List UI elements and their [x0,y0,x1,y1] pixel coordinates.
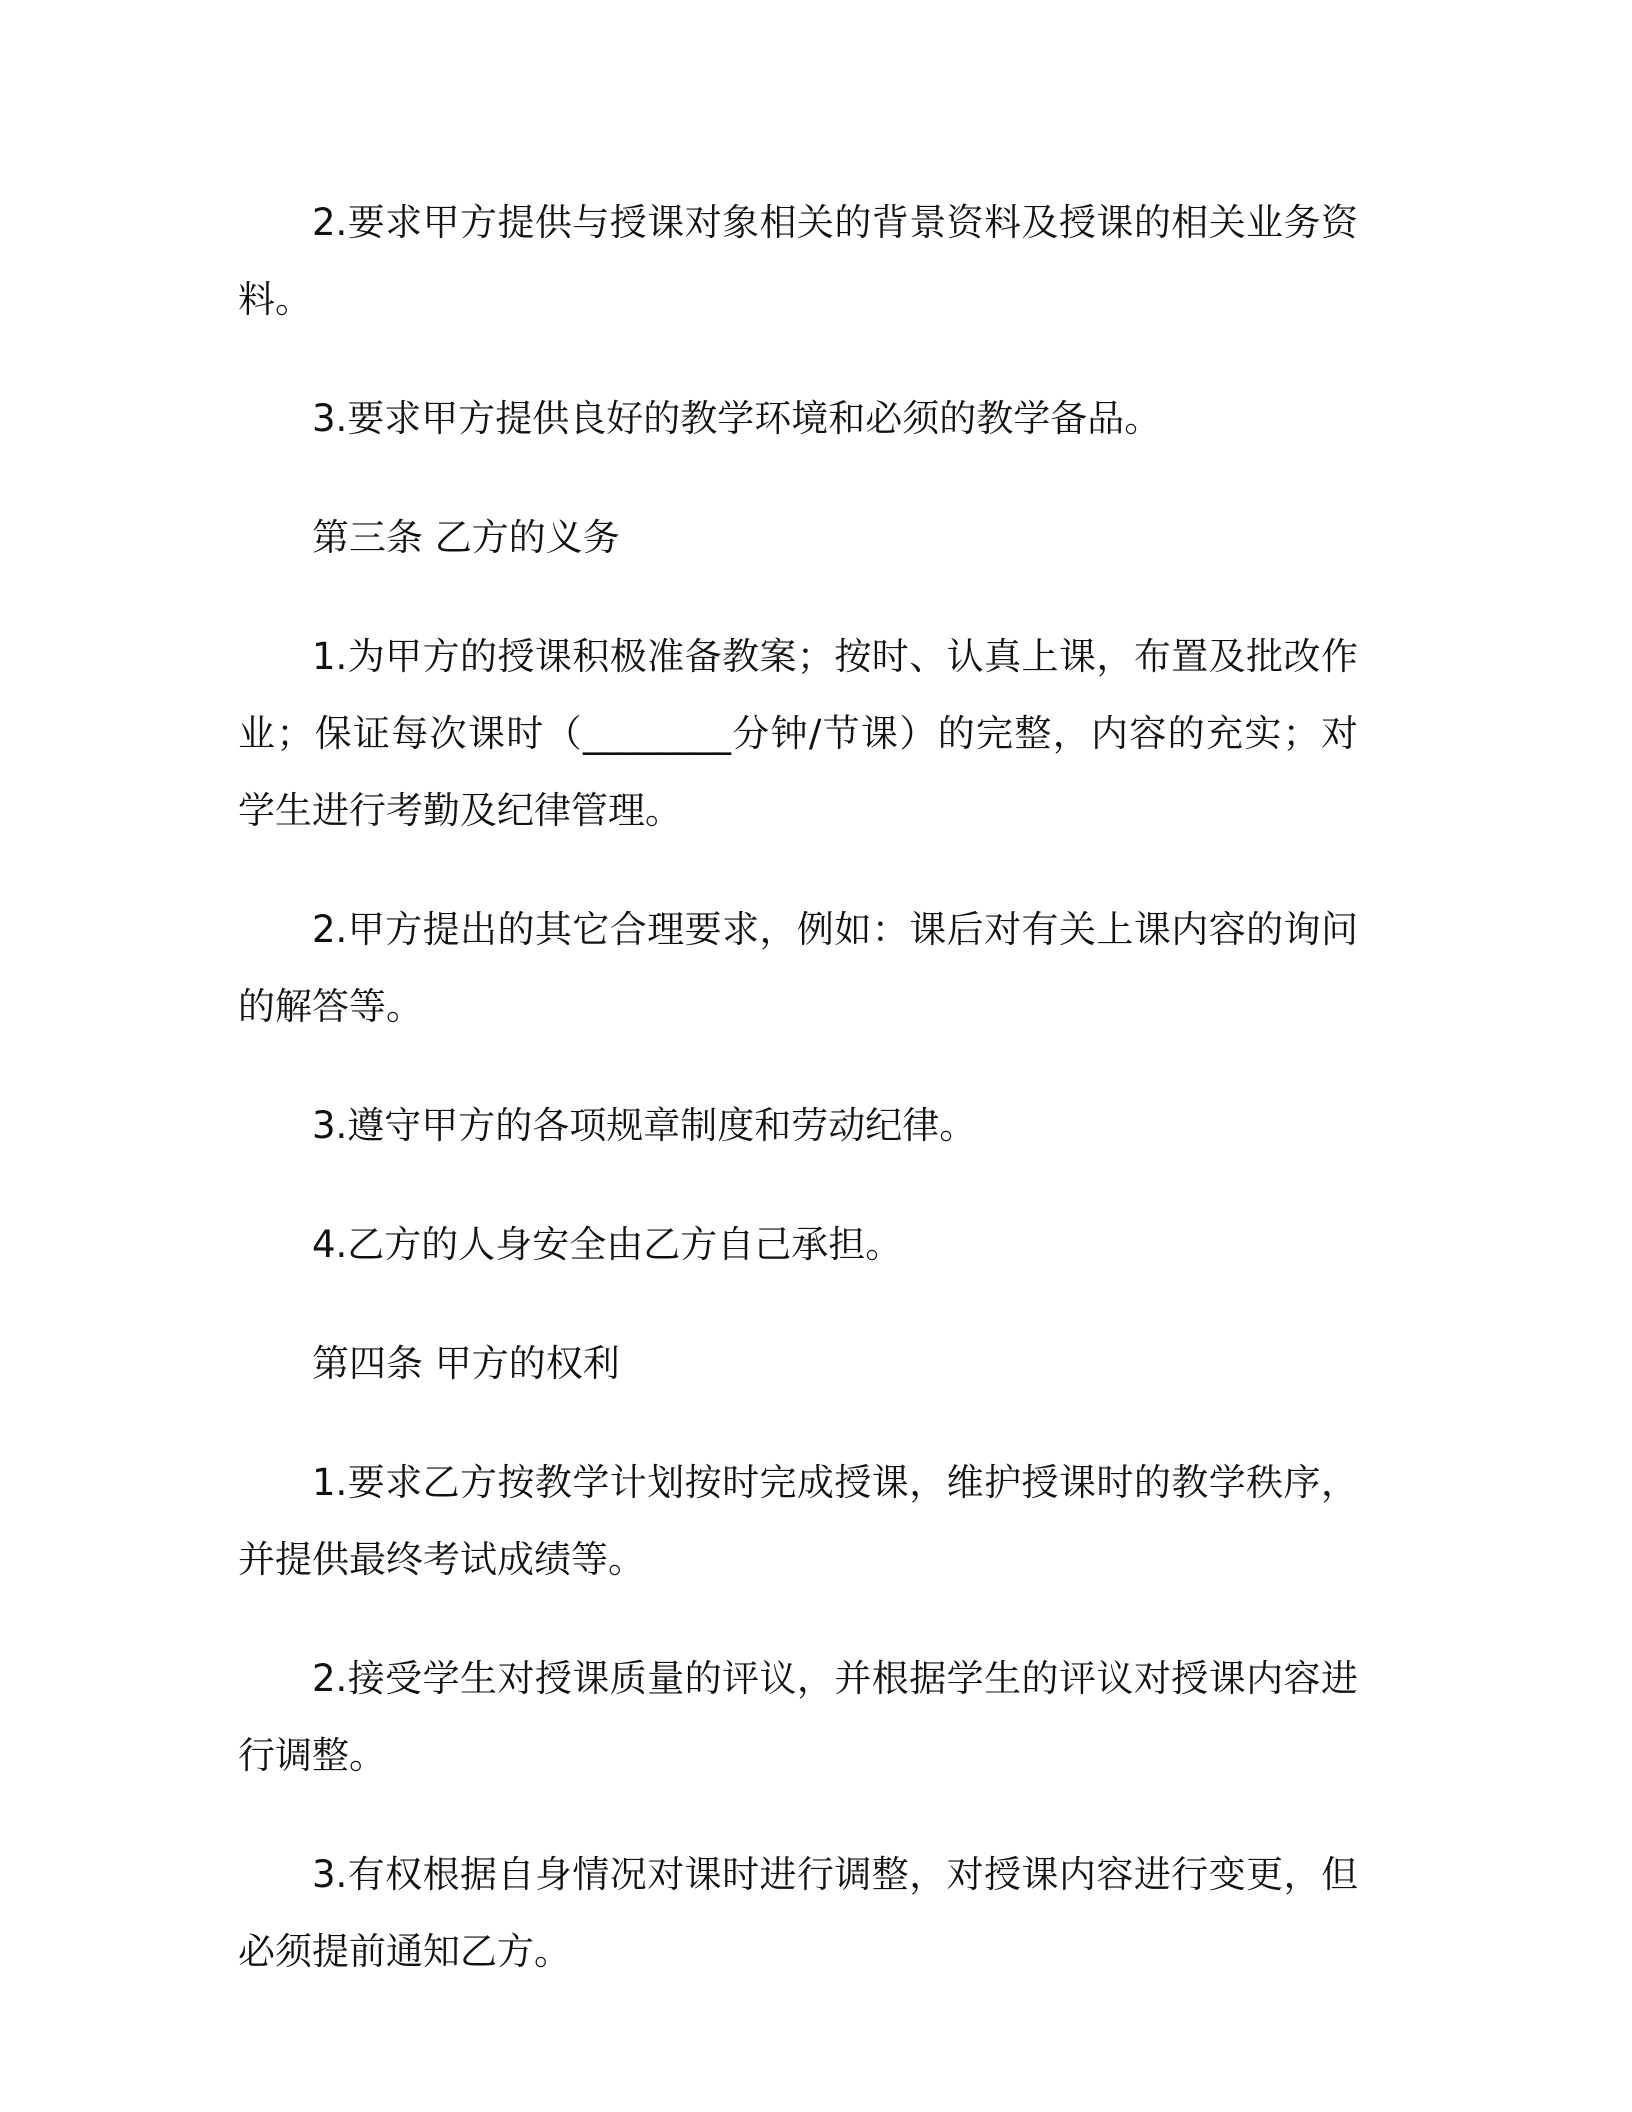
paragraph-obligation-1: 1.为甲方的授课积极准备教案；按时、认真上课，布置及批改作业；保证每次课时（________分钟/节课）的完整，内容的充实；对学生进行考勤及纪律管理。 [238,635,1358,832]
paragraph-obligation-4: 4.乙方的人身安全由乙方自己承担。 [312,1223,903,1266]
paragraph-right-2: 2.接受学生对授课质量的评议，并根据学生的评议对授课内容进行调整。 [238,1657,1358,1777]
paragraph-obligation-3: 3.遵守甲方的各项规章制度和劳动纪律。 [312,1104,977,1147]
paragraph-party-a-environment: 3.要求甲方提供良好的教学环境和必须的教学备品。 [312,397,1162,440]
paragraph-right-1: 1.要求乙方按教学计划按时完成授课，维护授课时的教学秩序，并提供最终考试成绩等。 [238,1461,1358,1581]
section-heading-article-4: 第四条 甲方的权利 [312,1342,620,1385]
section-heading-article-3: 第三条 乙方的义务 [312,516,620,559]
paragraph-obligation-2: 2.甲方提出的其它合理要求，例如：课后对有关上课内容的询问的解答等。 [238,908,1358,1028]
paragraph-party-a-materials: 2.要求甲方提供与授课对象相关的背景资料及授课的相关业务资料。 [238,201,1358,321]
document-body [238,184,1358,2032]
paragraph-right-3: 3.有权根据自身情况对课时进行调整，对授课内容进行变更，但必须提前通知乙方。 [238,1853,1358,1973]
